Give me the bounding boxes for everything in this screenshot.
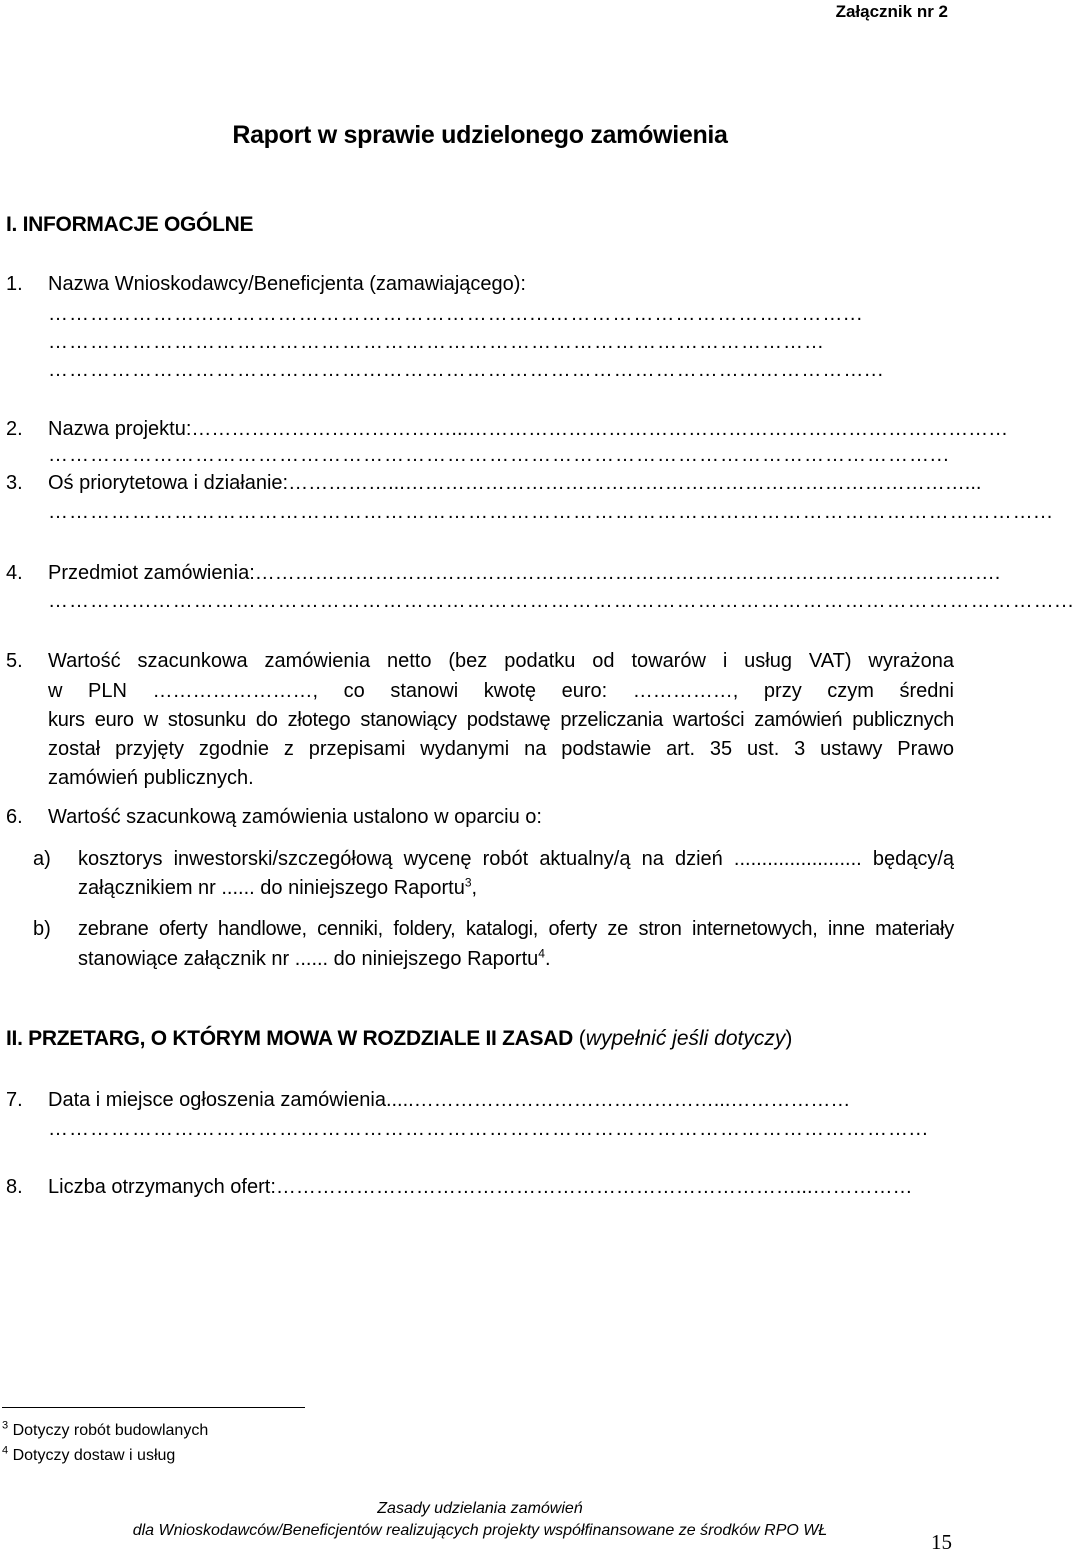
item-6b-line-2	[78, 945, 551, 974]
item-2-dots-line-1: ………………………………………………………………………………………………………………...	[48, 444, 950, 466]
item-3-number: 3.	[6, 472, 23, 494]
item-1-dots-line-1: …………………...………………………………………...……………………………………...	[48, 303, 864, 325]
section-2-heading	[6, 1027, 792, 1051]
item-6a-line-2	[78, 874, 477, 903]
item-3-label: Oś priorytetowa i działanie:……………...…………………………………………………………………………...	[48, 472, 982, 494]
item-3-dots-line-1: ……………………………………………………………………………………...……………………………………...	[48, 501, 1054, 523]
footnote-4-number: 4	[2, 1444, 9, 1457]
item-5-line-5: zamówień publicznych.	[48, 767, 254, 789]
item-5-line-4: został przyjęty zgodnie z przepisami wydanymi na podstawie art. 35 ust. 3 ustawy Prawo	[48, 738, 954, 760]
footnote-4	[2, 1444, 176, 1465]
item-1-number: 1.	[6, 273, 23, 295]
item-6b-line-1: zebrane oferty handlowe, cenniki, foldery, katalogi, oferty ze stron internetowych, inne materiały	[78, 918, 954, 940]
item-4-number: 4.	[6, 562, 23, 584]
item-1-label: Nazwa Wnioskodawcy/Beneficjenta (zamawiającego):	[48, 273, 526, 295]
footer-subtitle: dla Wnioskodawców/Beneficjentów realizujących projekty współfinansowane ze środków RPO WŁ	[132, 1522, 828, 1539]
item-6b-footnote-ref: 4	[538, 946, 545, 961]
item-6b-line-2-end: .	[544, 948, 551, 970]
item-7-dots-line-1: ……………………………………………………………………………………………………………...	[48, 1118, 929, 1140]
item-7-number: 7.	[6, 1089, 23, 1111]
item-7-label: Data i miejsce ogłoszenia zamówienia.....………………………………………...………………	[48, 1089, 851, 1111]
item-6-label: Wartość szacunkową zamówienia ustalono w oparciu o:	[48, 806, 542, 828]
item-6a-letter: a)	[33, 848, 51, 870]
footer-title: Zasady udzielania zamówień	[377, 1500, 583, 1517]
section-1-heading: I. INFORMACJE OGÓLNE	[6, 213, 254, 236]
item-1-dots-line-3: ………………………………………...……………………………………………...……………...	[48, 359, 885, 381]
item-6-number: 6.	[6, 806, 23, 828]
item-6b-line-2-text: stanowiące załącznik nr ...... do niniejszego Raportu	[78, 948, 539, 970]
footnote-3-text: Dotyczy robót budowlanych	[8, 1422, 209, 1439]
item-5-line-1: Wartość szacunkowa zamówienia netto (bez podatku od towarów i usług VAT) wyrażona	[48, 650, 954, 672]
attachment-label: Załącznik nr 2	[835, 2, 948, 21]
item-6a-line-1: kosztorys inwestorski/szczegółową wycenę robót aktualny/ą na dzień ....................... będący/ą	[78, 848, 954, 870]
item-4-dots-line-1: …………...…………………………………………………………………………………………………………………...	[48, 590, 1074, 612]
item-4-label: Przedmiot zamówienia:………………………………………………………………………………………………….	[48, 562, 1001, 584]
item-5-number: 5.	[6, 650, 23, 672]
page-number: 15	[931, 1530, 952, 1554]
footnote-4-text: Dotyczy dostaw i usług	[8, 1447, 176, 1464]
item-8-number: 8.	[6, 1176, 23, 1198]
item-6b-letter: b)	[33, 918, 51, 940]
item-6a-line-2-end: ,	[471, 877, 478, 899]
item-2-number: 2.	[6, 418, 23, 440]
item-6a-line-2-text: załącznikiem nr ...... do niniejszego Raportu	[78, 877, 465, 899]
section-2-heading-text: II. PRZETARG, O KTÓRYM MOWA W ROZDZIALE II ZASAD	[6, 1027, 573, 1050]
footnote-separator	[2, 1407, 305, 1408]
item-8-label: Liczba otrzymanych ofert:……………………………………………………………………...……………	[48, 1176, 913, 1198]
item-1-dots-line-2: …………………………………………………………………………………………………	[48, 331, 825, 353]
item-6a-footnote-ref: 3	[464, 875, 472, 890]
section-2-heading-note: wypełnić jeśli dotyczy	[585, 1027, 786, 1050]
section-2-paren-close: )	[785, 1027, 793, 1050]
footnote-3-number: 3	[2, 1419, 9, 1432]
footnote-3	[2, 1419, 209, 1440]
document-title: Raport w sprawie udzielonego zamówienia	[232, 121, 728, 149]
item-5-line-3: kurs euro w stosunku do złotego stanowiący podstawę przeliczania wartości zamówień publicznych	[48, 709, 954, 731]
item-2-label: Nazwa projektu:…………………………………...………………………………………………………………………	[48, 418, 1009, 440]
item-5-line-2: w PLN ……………………, co stanowi kwotę euro: ……………, przy czym średni	[48, 680, 954, 702]
section-2-paren-open: (	[572, 1027, 586, 1050]
